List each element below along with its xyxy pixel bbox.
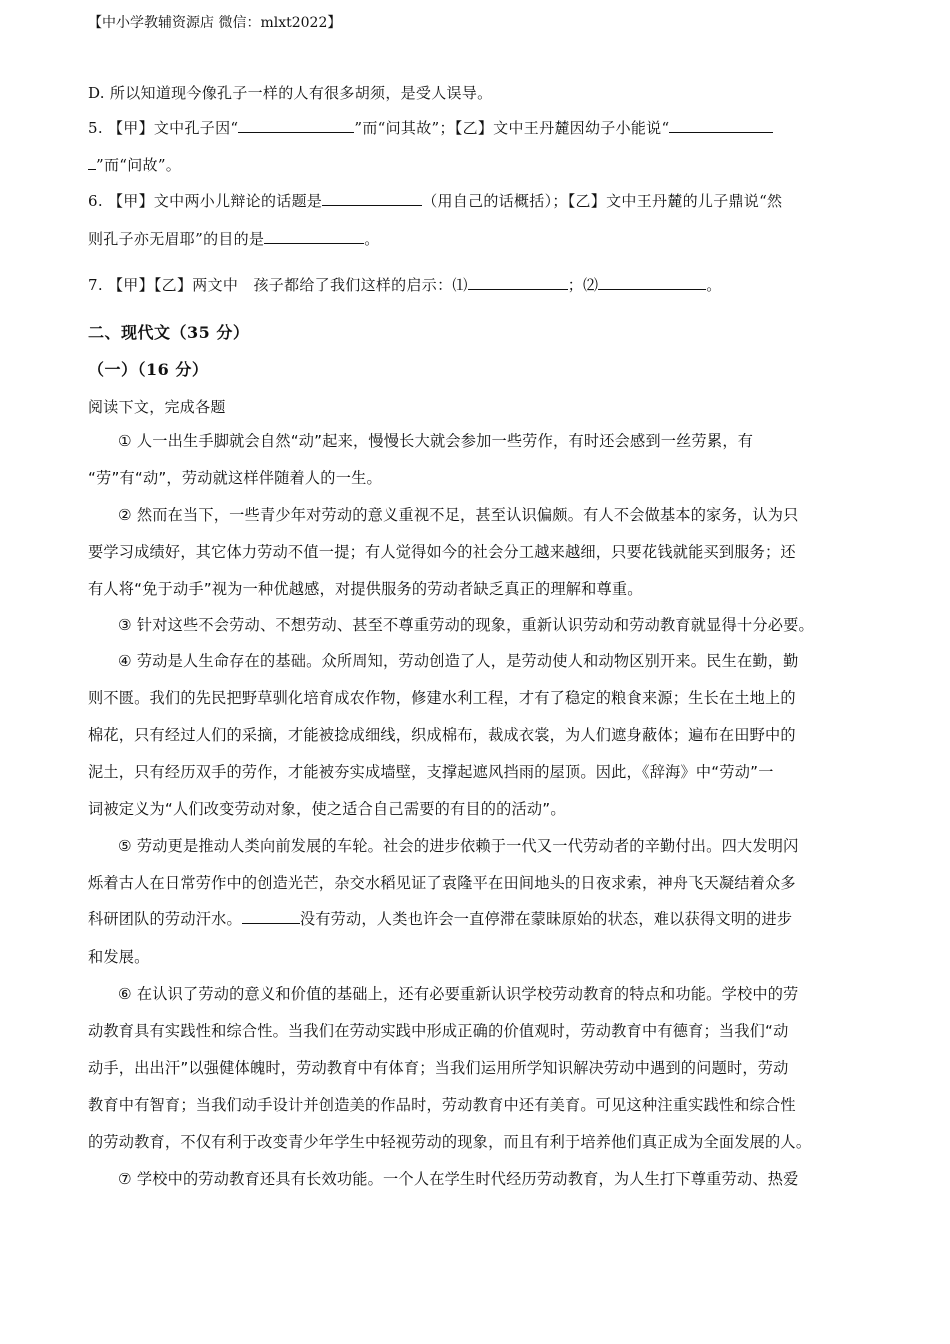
subsection-title: （一）（16 分） [88,360,209,379]
question-7 [88,274,722,295]
q7-text-b: ；⑵ [567,276,599,294]
passage-p5-line-2: 烁着古人在日常劳作中的创造光芒，杂交水稻见证了袁隆平在田间地头的日夜求索，神舟飞天凝结着众多 [88,874,796,892]
q6-blank-2[interactable] [264,231,364,244]
q7-blank-1[interactable] [468,277,568,290]
passage-p6-line-1: ⑥ 在认识了劳动的意义和价值的基础上，还有必要重新认识学校劳动教育的特点和功能。学校中的劳 [118,985,799,1003]
passage-p5-line-1: ⑤ 劳动更是推动人类向前发展的车轮。社会的进步依赖于一代又一代劳动者的辛勤付出。四大发明闪 [118,837,799,855]
q7-blank-2[interactable] [598,277,706,290]
q6-blank-1[interactable] [322,193,422,206]
q5-blank-2-cont[interactable] [88,157,96,170]
passage-p1-line-1: ① 人一出生手脚就会自然“动”起来，慢慢长大就会参加一些劳作，有时还会感到一丝劳累，有 [118,432,754,450]
passage-p2-line-1: ② 然而在当下，一些青少年对劳动的意义重视不足，甚至认识偏颇。有人不会做基本的家务，认为只 [118,506,799,524]
q7-text-c: 。 [706,276,722,294]
q6-text-d: 。 [364,230,380,248]
passage-p2-line-3: 有人将“免于动手”视为一种优越感，对提供服务的劳动者缺乏真正的理解和尊重。 [88,580,643,598]
q7-text-a: 7. 【甲】【乙】两文中 孩子都给了我们这样的启示：⑴ [88,276,468,294]
q6-text-a: 6. 【甲】文中两小儿辩论的话题是 [88,192,323,210]
passage-p6-line-2: 动教育具有实践性和综合性。当我们在劳动实践中形成正确的价值观时，劳动教育中有德育；当我们“动 [88,1022,789,1040]
q5-blank-2[interactable] [669,120,773,133]
passage-p5-line-4: 和发展。 [88,948,150,966]
p5-line-3-text-a: 科研团队的劳动汗水。 [88,910,242,928]
passage-p2-line-2: 要学习成绩好，其它体力劳动不值一提；有人觉得如今的社会分工越来越细，只要花钱就能买到服务；还 [88,543,796,561]
option-d: D. 所以知道现今像孔子一样的人有很多胡须，是受人误导。 [88,84,493,102]
q5-text-c: ”而“问故”。 [96,156,182,174]
passage-p5-line-3 [88,908,792,929]
passage-p4-line-1: ④ 劳动是人生命存在的基础。众所周知，劳动创造了人，是劳动使人和动物区别开来。民生在勤，勤 [118,652,799,670]
p5-blank[interactable] [242,911,300,924]
q5-blank-1[interactable] [238,120,354,133]
q6-text-b: （用自己的话概括）；【乙】文中王丹麓的儿子鼎说“然 [422,192,783,210]
q5-text-a: 5. 【甲】文中孔子因“ [88,119,239,137]
passage-p6-line-3: 动手，出出汗”以强健体魄时，劳动教育中有体育；当我们运用所学知识解决劳动中遇到的问题时，劳动 [88,1059,789,1077]
question-5-line-1 [88,117,773,138]
passage-p6-line-4: 教育中有智育；当我们动手设计并创造美的作品时，劳动教育中还有美育。可见这种注重实践性和综合性 [88,1096,796,1114]
passage-p1-line-2: “劳”有“动”，劳动就这样伴随着人的一生。 [88,469,382,487]
passage-p4-line-3: 棉花，只有经过人们的采摘，才能被捻成细线，织成棉布，裁成衣裳，为人们遮身蔽体；遍布在田野中的 [88,726,796,744]
passage-p6-line-5: 的劳动教育，不仅有利于改变青少年学生中轻视劳动的现象，而且有利于培养他们真正成为全面发展的人。 [88,1133,812,1151]
passage-p4-line-4: 泥土，只有经历双手的劳作，才能被夯实成墙壁，支撑起遮风挡雨的屋顶。因此，《辞海》中“劳动”一 [88,763,774,781]
p5-line-3-text-b: 没有劳动，人类也许会一直停滞在蒙昧原始的状态，难以获得文明的进步 [299,910,793,928]
shop-header: 【中小学教辅资源店 微信：mlxt2022】 [88,15,342,31]
passage-p7-line-1: ⑦ 学校中的劳动教育还具有长效功能。一个人在学生时代经历劳动教育，为人生打下尊重劳动、热爱 [118,1170,799,1188]
question-5-line-2 [88,154,181,175]
reading-instruction: 阅读下文，完成各题 [88,398,226,416]
q6-text-c: 则孔子亦无眉耶”的目的是 [88,230,265,248]
passage-p4-line-5: 词被定义为“人们改变劳动对象，使之适合自己需要的有目的的活动”。 [88,800,566,818]
passage-p3-line-1: ③ 针对这些不会劳动、不想劳动、甚至不尊重劳动的现象，重新认识劳动和劳动教育就显得十分必要。 [118,616,814,634]
passage-p4-line-2: 则不匮。我们的先民把野草驯化培育成农作物，修建水利工程，才有了稳定的粮食来源；生长在土地上的 [88,689,796,707]
q5-text-b: ”而“问其故”；【乙】文中王丹麓因幼子小能说“ [354,119,670,137]
question-6-line-2 [88,228,380,249]
section-title: 二、现代文（35 分） [88,323,250,342]
question-6-line-1 [88,190,782,211]
